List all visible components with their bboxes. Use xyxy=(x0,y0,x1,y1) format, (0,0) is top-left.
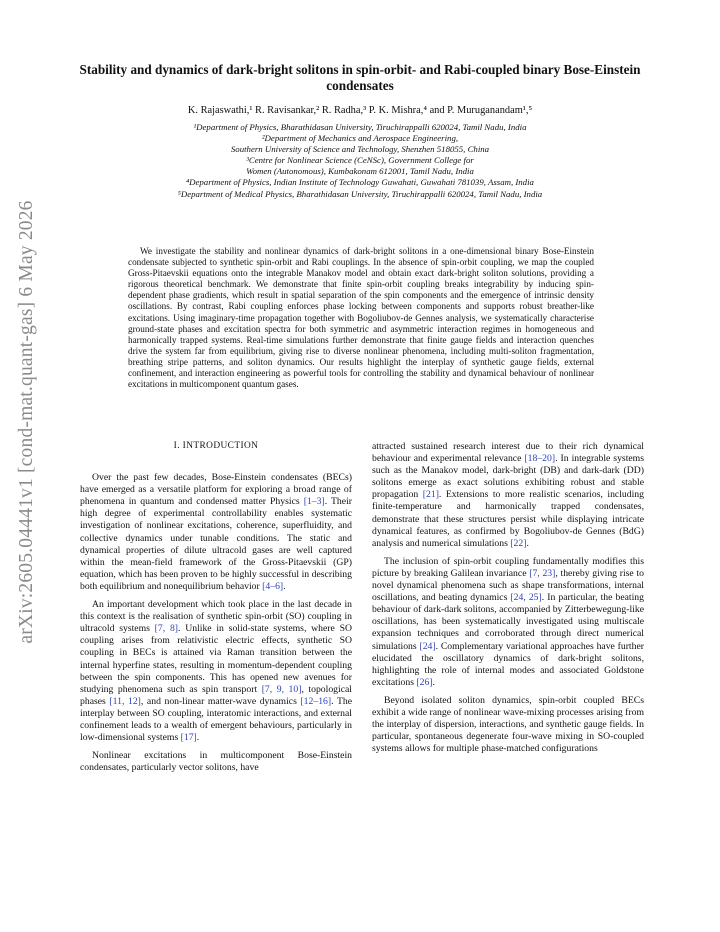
paper-title: Stability and dynamics of dark-bright solitons in spin-orbit- and Rabi-coupled binary Bose-Einstein condensates xyxy=(79,62,641,93)
arxiv-stamp-text: arXiv:2605.04441v1 [cond-mat.quant-gas] 6 May 2026 xyxy=(16,200,37,644)
citation-link[interactable]: [24, 25] xyxy=(510,592,542,604)
citation-link[interactable]: [22] xyxy=(510,537,527,549)
citation-link[interactable]: [4–6] xyxy=(262,580,284,592)
affiliation-line: ⁵Department of Medical Physics, Bharathidasan University, Tiruchirappalli 620024, Tamil Nadu, India xyxy=(177,188,543,199)
affiliation-line: Women (Autonomous), Kumbakonam 612001, Tamil Nadu, India xyxy=(246,166,474,177)
citation-link[interactable]: [12–16] xyxy=(300,695,332,707)
paragraph: Over the past few decades, Bose-Einstein condensates (BECs) have emerged as a versatile platform for exploring a broad range of phenomena in quantum and condensed matter Physics [1–3]. Their high degree of experimental controllability enables systematic investigation of nonlinear excitations, coherence, superfluidity, and collective dynamics under tunable conditions. The static and dynamical properties of dilute ultracold gases are well captured within the mean-field framework of the Gross-Pitaevskii (GP) equation, which has been proven to be highly successful in describing both equilibrium and nonequilibrium behavior [4–6]. xyxy=(80,472,352,592)
author-list: K. Rajaswathi,¹ R. Ravisankar,² R. Radha,³ P. K. Mishra,⁴ and P. Muruganandam¹,⁵ xyxy=(187,105,533,116)
abstract: We investigate the stability and nonlinear dynamics of dark-bright solitons in a one-dimensional binary Bose-Einstein condensate subjected to synthetic spin-orbit and Rabi couplings. In the absence of spin-orbit coupling, we map the coupled Gross-Pitaevskii equations onto the integrable Manakov model and obtain exact dark-bright soliton solutions, providing a rigorous theoretical benchmark. We demonstrate that finite spin-orbit coupling breaks integrability by inducing spin-dependent phase gradients, which result in spatial separation of the spin components and the emergence of intrinsic density oscillations. By contrast, Rabi coupling enforces phase locking between components and supports robust breather-like excitations. Using imaginary-time propagation together with Bogoliubov-de Gennes analysis, we systematically characterise ground-state phases and excitation spectra for both symmetric and asymmetric interaction regimes in homogeneous and harmonically trapped systems. Real-time simulations further demonstrate that finite gauge fields and interaction quenches drive the system far from equilibrium, giving rise to diverse nonlinear phenomena, including multi-soliton fragmentation, breathing stripe patterns, and soliton dynamics. Our results highlight the interplay of synthetic gauge fields, external confinement, and interaction engineering as powerful tools for controlling the stability and dynamical behaviour of nonlinear excitations in multicomponent quantum gases. xyxy=(128,246,594,390)
paragraph: attracted sustained research interest due to their rich dynamical behaviour and experimental relevance [18–20]. In integrable systems such as the Manakov model, dark-bright (DB) and dark-dark (DD) solitons emerge as exact solutions exhibiting robust and stable propagation [21]. Extensions to more realistic scenarios, including finite-temperature and harmonically trapped condensates, demonstrate that these structures persist while displaying intricate dynamical features, as confirmed by Bogoliubov-de Gennes (BdG) analysis and numerical simulations [22]. xyxy=(372,441,644,549)
paragraph: The inclusion of spin-orbit coupling fundamentally modifies this picture by breaking Galilean invariance [7, 23], thereby giving rise to novel dynamical phenomena such as shape transformations, internal oscillations, and beating dynamics [24, 25]. In particular, the beating behaviour of dark-dark solitons, accompanied by Zitterbewegung-like oscillations, has been systematically investigated using multiscale expansion techniques and corroborated through direct numerical simulations [24]. Complementary variational approaches have further elucidated the oscillatory dynamics of dark-bright solitons, highlighting the role of internal modes and associated Goldstone excitations [26]. xyxy=(372,555,644,688)
citation-link[interactable]: [24] xyxy=(419,640,436,652)
paragraph: Nonlinear excitations in multicomponent Bose-Einstein condensates, particularly vector solitons, have xyxy=(80,750,352,774)
citation-link[interactable]: [7, 9, 10] xyxy=(261,683,302,695)
left-column xyxy=(80,440,352,780)
affiliations xyxy=(60,122,660,200)
affiliation-line: ³Centre for Nonlinear Science (CeNSc), Government College for xyxy=(246,155,474,166)
citation-link[interactable]: [17] xyxy=(180,732,197,744)
arxiv-stamp xyxy=(14,162,40,682)
section-heading: I. INTRODUCTION xyxy=(173,441,259,451)
citation-link[interactable]: [26] xyxy=(416,676,433,688)
citation-link[interactable]: [21] xyxy=(422,489,439,501)
citation-link[interactable]: [1–3] xyxy=(303,496,325,508)
citation-link[interactable]: [7, 23] xyxy=(529,567,556,579)
affiliation-line: ¹Department of Physics, Bharathidasan University, Tiruchirappalli 620024, Tamil Nadu, India xyxy=(193,122,527,132)
citation-link[interactable]: [11, 12] xyxy=(109,695,141,707)
affiliation-line: ⁴Department of Physics, Indian Institute of Technology Guwahati, Guwahati 781039, Assam, India xyxy=(186,177,534,188)
citation-link[interactable]: [7, 8] xyxy=(154,623,179,635)
affiliation-line: ²Department of Mechanics and Aerospace Engineering, xyxy=(261,133,459,144)
citation-link[interactable]: [18–20] xyxy=(524,453,556,465)
right-column xyxy=(372,441,644,761)
affiliation-line: Southern University of Science and Technology, Shenzhen 518055, China xyxy=(230,144,490,155)
paragraph: Beyond isolated soliton dynamics, spin-orbit coupled BECs exhibit a wide range of nonlinear wave-mixing processes arising from the interplay of dispersion, interactions, and synthetic gauge fields. In particular, spontaneous degenerate four-wave mixing in SO-coupled systems allows for multiple phase-matched configurations xyxy=(372,694,644,755)
paragraph: An important development which took place in the last decade in this context is the realisation of synthetic spin-orbit (SO) coupling in ultracold systems [7, 8]. Unlike in solid-state systems, where SO coupling arises from relativistic electric effects, synthetic SO coupling in BECs is attained via Raman transition between the internal hyperfine states, resulting in momentum-dependent coupling between the spin components. This has opened new avenues for studying phenomena such as spin transport [7, 9, 10], topological phases [11, 12], and non-linear matter-wave dynamics [12–16]. The interplay between SO coupling, interatomic interactions, and external confinement leads to a wealth of emergent behaviours, particularly in low-dimensional systems [17]. xyxy=(80,599,353,744)
